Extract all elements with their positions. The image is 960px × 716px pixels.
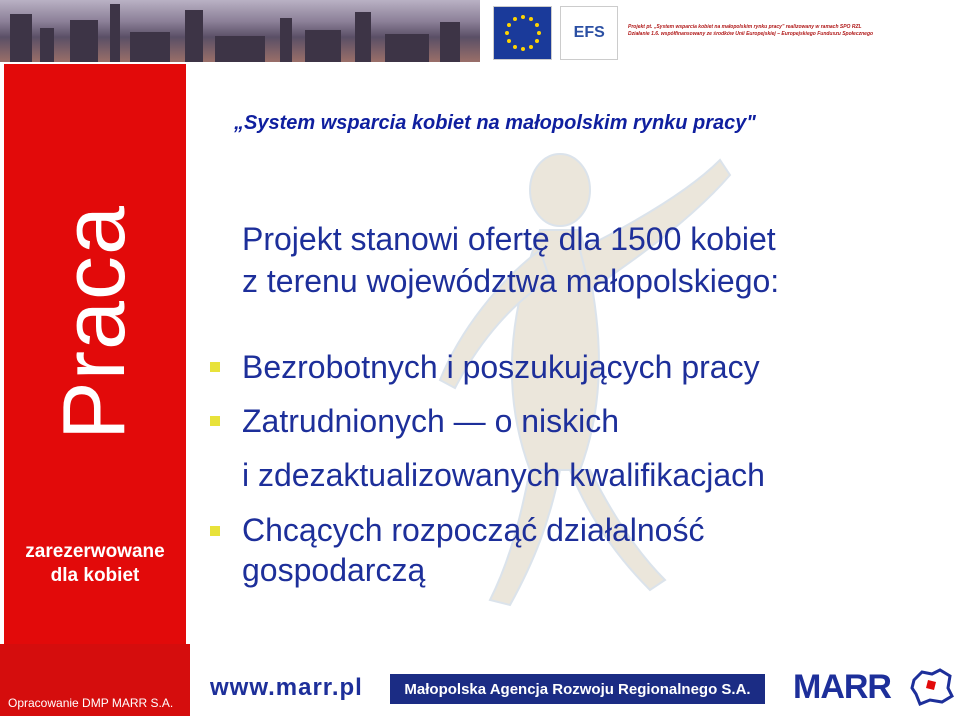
- bullet-list: [208, 340, 908, 590]
- bullet-square-icon: [210, 526, 220, 536]
- intro-text: [242, 218, 779, 302]
- bullet-continuation: i zdezaktualizowanych kwalifikacjach: [242, 457, 765, 493]
- list-item: [208, 340, 908, 394]
- sidebar-subtitle-line-1: zarezerwowane: [25, 541, 165, 562]
- intro-line-1: Projekt stanowi ofertę dla 1500 kobiet: [242, 221, 776, 257]
- bullet-text: Bezrobotnych i poszukujących pracy: [242, 349, 760, 385]
- eu-flag-icon: [493, 6, 552, 60]
- list-item: [208, 502, 908, 590]
- footer-credit: Opracowanie DMP MARR S.A.: [8, 696, 174, 710]
- city-panorama-image: [0, 0, 480, 62]
- sidebar-subtitle: [4, 540, 186, 588]
- sidebar-subtitle-line-2: dla kobiet: [50, 565, 140, 586]
- notice-line-1: Projekt pt. „System wsparcia kobiet na małopolskim rynku pracy" realizowany w ramach SPO RZL: [628, 24, 862, 30]
- vertical-title: Praca: [44, 205, 143, 440]
- logos-group: [493, 6, 618, 58]
- header-banner: [0, 0, 960, 62]
- region-map-icon: [910, 666, 954, 706]
- bullet-text: Zatrudnionych — o niskich: [242, 403, 620, 439]
- footer: [0, 644, 960, 716]
- footer-red-block: [0, 644, 190, 716]
- marr-logo: MARR: [793, 668, 891, 706]
- efs-logo: EFS: [560, 6, 618, 60]
- agency-banner: Małopolska Agencja Rozwoju Regionalnego S.A.: [390, 674, 765, 704]
- slide-title: „System wsparcia kobiet na małopolskim rynku pracy": [234, 112, 756, 134]
- list-item: [208, 394, 908, 502]
- bullet-text: Chcących rozpocząć działalność: [242, 512, 705, 548]
- footer-url-link[interactable]: www.marr.pl: [210, 674, 363, 701]
- bullet-continuation: gospodarczą: [242, 552, 426, 588]
- intro-line-2: z terenu województwa małopolskiego:: [242, 263, 780, 299]
- bullet-square-icon: [210, 416, 220, 426]
- notice-line-2: Działanie 1.6. współfinansowany ze środków Unii Europejskiej – Europejskiego Funduszu Społecznego: [628, 31, 874, 37]
- bullet-square-icon: [210, 362, 220, 372]
- project-notice: [628, 24, 950, 38]
